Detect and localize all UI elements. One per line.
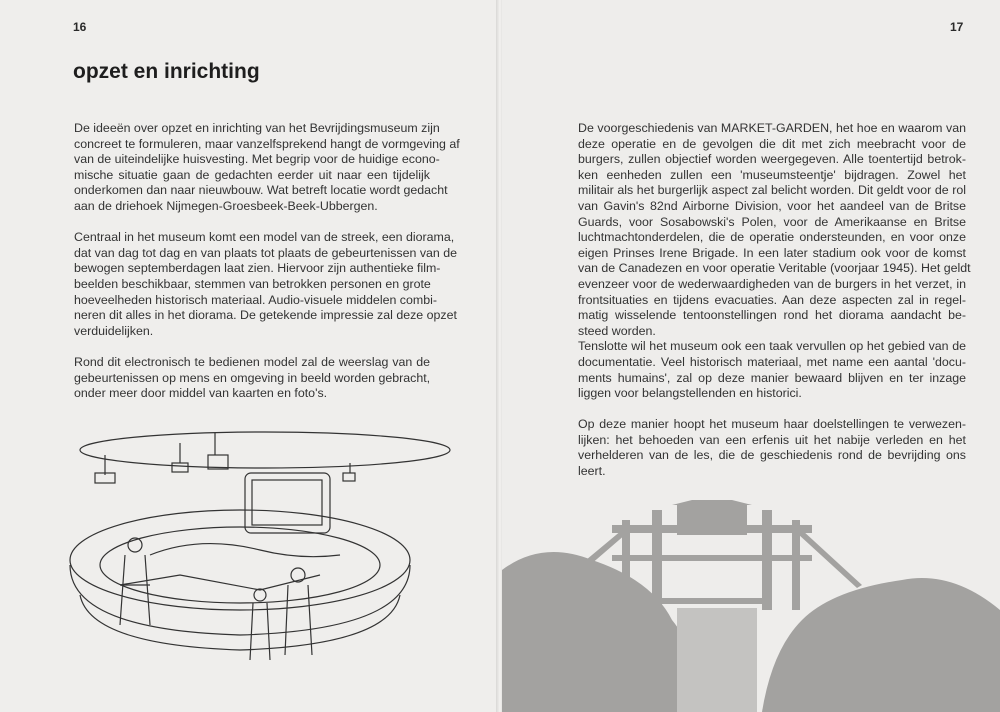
- text-line: steed worden.: [578, 323, 656, 338]
- text-line: burgers, zullen objectief worden weergegeven. Alle toentertijd betrok-: [578, 152, 966, 167]
- text-line: Op deze manier hoopt het museum haar doelstellingen te verwezen-: [578, 417, 966, 432]
- text-line: luchtmachtonderdelen, die de operatie ondersteunden, en voor onze: [578, 230, 966, 245]
- text-line: onder meer door middel van kaarten en foto's.: [74, 386, 328, 401]
- text-line: lijken: het behoeden van een erfenis uit het nabije verleden en het: [578, 432, 966, 447]
- text-line: van de Canadezen en voor operatie Veritable (voorjaar 1945). Het geldt: [578, 261, 971, 276]
- bridge-silhouette-illustration: [502, 500, 1000, 712]
- text-line: onderkomen dan naar nieuwbouw. Wat betreft locatie wordt gedacht: [74, 183, 448, 198]
- text-line: beelden beschikbaar, stemmen van betrokken personen en grote: [74, 276, 431, 291]
- page-title: opzet en inrichting: [73, 60, 260, 83]
- text-line: Guards, voor Sosabowski's Polen, voor de Amerikaanse en Britse: [578, 214, 966, 229]
- text-line: leert.: [578, 464, 606, 479]
- text-line: mische situatie gaan de gedachten eerder uit naar een tijdelijk: [74, 167, 430, 182]
- text-line: documentatie. Veel historisch materiaal, met name een aantal 'docu-: [578, 354, 966, 369]
- body-text: [578, 121, 971, 495]
- text-line: Centraal in het museum komt een model van de streek, een diorama,: [74, 230, 455, 245]
- left-page: [0, 0, 498, 712]
- text-line: liggen voor belangstellenden en historici.: [578, 386, 802, 401]
- text-line: evenzeer voor de wederwaardigheden van de burgers in het verzet, in: [578, 276, 966, 291]
- text-line: militair als het burgerlijk aspect zal belicht worden. Dit geldt voor de rol: [578, 183, 966, 198]
- text-line: Rond dit electronisch te bedienen model zal de weerslag van de: [74, 354, 430, 369]
- text-line: bewogen septemberdagen laat zien. Hiervoor zijn authentieke film-: [74, 261, 441, 276]
- text-line: Tenslotte wil het museum ook een taak vervullen op het gebied van de: [578, 339, 966, 354]
- text-line: verduidelijken.: [74, 323, 154, 338]
- text-line: ments humains', zal op deze manier bewaard blijven en ter inzage: [578, 370, 966, 385]
- text-line: verhelderen van de les, die de geschiedenis rond de bevrijding ons: [578, 448, 966, 463]
- paragraph: [74, 121, 460, 215]
- paragraph: [74, 230, 458, 339]
- text-line: van Gavin's 82nd Airborne Division, voor het aandeel van de Britse: [578, 198, 966, 213]
- text-line: hoeveelheden historisch materiaal. Audio-visuele middelen combi-: [74, 292, 437, 307]
- page-number: 16: [73, 20, 87, 34]
- text-line: De voorgeschiedenis van MARKET-GARDEN, het hoe en waarom van: [578, 121, 966, 135]
- text-line: De ideeën over opzet en inrichting van het Bevrijdingsmuseum zijn: [74, 121, 440, 135]
- text-line: neren dit alles in het diorama. De getekende impressie zal deze opzet: [74, 308, 457, 323]
- text-line: deze operatie en de gevolgen die dit met zich meebracht voor de: [578, 136, 966, 151]
- paragraph: [578, 121, 971, 402]
- body-text: [74, 121, 460, 417]
- text-line: frontsituaties en tijdens evacuaties. Aan deze aspecten zal in regel-: [578, 292, 966, 307]
- right-page: [502, 0, 1000, 712]
- text-line: eigen Prinses Irene Brigade. In een later stadium ook voor de komst: [578, 245, 966, 260]
- text-line: ken eenheden zullen een 'museumsteentje' bijdragen. Zowel het: [578, 167, 966, 182]
- text-line: van de uiteindelijke huisvesting. Met begrip voor de huidige econo-: [74, 152, 440, 167]
- text-line: matig wisselende tentoonstellingen rond het diorama aandacht be-: [578, 308, 966, 323]
- text-line: gebeurtenissen op mens en omgeving in beeld worden gebracht,: [74, 370, 431, 385]
- page-number: 17: [950, 20, 964, 34]
- paragraph: [74, 355, 430, 402]
- paragraph: [578, 417, 966, 479]
- text-line: aan de driehoek Nijmegen-Groesbeek-Beek-Ubbergen.: [74, 198, 378, 213]
- diorama-illustration: [60, 425, 460, 670]
- text-line: dat van dag tot dag en van plaats tot plaats de gebeurtenissen van de: [74, 245, 458, 260]
- text-line: concreet te formuleren, maar vanzelfsprekend hangt de vormgeving af: [74, 136, 460, 151]
